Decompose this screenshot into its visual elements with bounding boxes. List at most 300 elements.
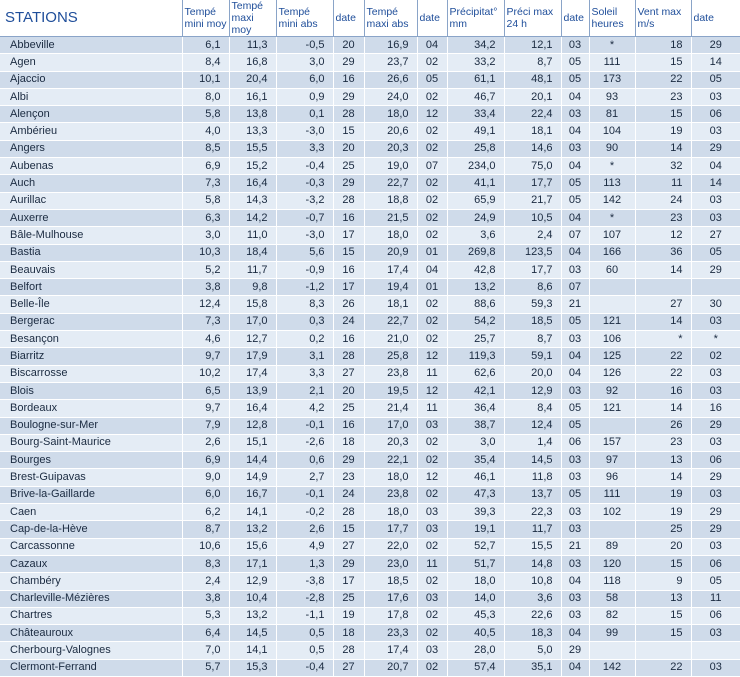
temp-max-abs-cell: 19,5 (364, 382, 417, 399)
temp-max-avg-cell: 16,4 (229, 175, 276, 192)
date-precip-cell: 05 (561, 417, 589, 434)
date-max-cell: 02 (417, 54, 447, 71)
precipitation-cell: 62,6 (447, 365, 504, 382)
temp-min-abs-cell: 0,2 (276, 331, 333, 348)
precipitation-cell: 18,0 (447, 573, 504, 590)
station-name-cell: Auch (0, 175, 182, 192)
sunshine-hours-cell: 106 (589, 331, 635, 348)
precip-max-24h-cell: 8,7 (504, 331, 561, 348)
date-wind-cell (691, 279, 740, 296)
temp-min-abs-cell: -3,8 (276, 573, 333, 590)
date-min-cell: 28 (333, 642, 364, 659)
temp-min-abs-cell: 0,5 (276, 625, 333, 642)
sunshine-hours-cell: 93 (589, 88, 635, 105)
station-name-cell: Biscarrosse (0, 365, 182, 382)
sunshine-hours-cell: 90 (589, 140, 635, 157)
station-name-cell: Cherbourg-Valognes (0, 642, 182, 659)
station-name-cell: Bourges (0, 452, 182, 469)
temp-max-avg-cell: 20,4 (229, 71, 276, 88)
date-wind-cell: 05 (691, 244, 740, 261)
temp-min-abs-cell: 4,2 (276, 400, 333, 417)
station-name-cell: Belle-Île (0, 296, 182, 313)
date-max-cell: 11 (417, 365, 447, 382)
wind-max-cell: 20 (635, 538, 691, 555)
temp-max-avg-cell: 13,9 (229, 382, 276, 399)
sunshine-hours-cell: 58 (589, 590, 635, 607)
temp-max-abs-cell: 17,7 (364, 521, 417, 538)
temp-min-avg-cell: 6,2 (182, 504, 229, 521)
sunshine-hours-cell: 102 (589, 504, 635, 521)
date-wind-cell: 03 (691, 486, 740, 503)
date-max-cell: 12 (417, 469, 447, 486)
precipitation-cell: 54,2 (447, 313, 504, 330)
table-row (0, 538, 740, 555)
temp-min-abs-cell: -0,9 (276, 261, 333, 278)
temp-min-avg-cell: 7,3 (182, 175, 229, 192)
date-precip-cell: 04 (561, 244, 589, 261)
wind-max-cell: 9 (635, 573, 691, 590)
temp-max-abs-cell: 22,1 (364, 452, 417, 469)
table-row (0, 417, 740, 434)
precip-max-24h-cell: 17,7 (504, 261, 561, 278)
date-wind-cell (691, 642, 740, 659)
table-row (0, 504, 740, 521)
table-row (0, 434, 740, 451)
sunshine-hours-cell: 173 (589, 71, 635, 88)
table-row (0, 331, 740, 348)
wind-max-cell: 22 (635, 659, 691, 676)
sunshine-hours-cell: 89 (589, 538, 635, 555)
temp-min-abs-cell: 6,0 (276, 71, 333, 88)
table-body (0, 37, 740, 677)
temp-min-abs-cell: 0,9 (276, 88, 333, 105)
date-max-cell: 11 (417, 400, 447, 417)
station-name-cell: Alençon (0, 106, 182, 123)
sunshine-hours-cell: 107 (589, 227, 635, 244)
temp-min-avg-cell: 3,0 (182, 227, 229, 244)
date-precip-cell: 03 (561, 106, 589, 123)
wind-max-cell: 23 (635, 434, 691, 451)
station-name-cell: Aurillac (0, 192, 182, 209)
precipitation-cell: 28,0 (447, 642, 504, 659)
wind-max-cell (635, 642, 691, 659)
precipitation-cell: 25,7 (447, 331, 504, 348)
station-name-cell: Clermont-Ferrand (0, 659, 182, 676)
date-precip-cell: 03 (561, 521, 589, 538)
station-name-cell: Besançon (0, 331, 182, 348)
date-wind-cell: 03 (691, 538, 740, 555)
table-row (0, 590, 740, 607)
date-wind-cell: 11 (691, 590, 740, 607)
wind-max-cell: 24 (635, 192, 691, 209)
date-max-cell: 11 (417, 555, 447, 572)
station-name-cell: Châteauroux (0, 625, 182, 642)
temp-max-abs-cell: 17,4 (364, 642, 417, 659)
precipitation-cell: 14,0 (447, 590, 504, 607)
temp-max-avg-cell: 14,2 (229, 209, 276, 226)
date-min-cell: 28 (333, 504, 364, 521)
table-row (0, 313, 740, 330)
precipitation-cell: 88,6 (447, 296, 504, 313)
date-precip-cell: 04 (561, 573, 589, 590)
temp-max-avg-cell: 14,4 (229, 452, 276, 469)
sunshine-hours-cell (589, 279, 635, 296)
precipitation-cell: 42,1 (447, 382, 504, 399)
temp-min-abs-cell: -3,0 (276, 123, 333, 140)
header-temp-min-avg: Tempé mini moy (182, 0, 229, 37)
date-max-cell: 02 (417, 607, 447, 624)
temp-max-abs-cell: 20,6 (364, 123, 417, 140)
date-max-cell: 02 (417, 140, 447, 157)
precipitation-cell: 45,3 (447, 607, 504, 624)
temp-max-avg-cell: 17,0 (229, 313, 276, 330)
table-row (0, 158, 740, 175)
temp-max-avg-cell: 14,1 (229, 504, 276, 521)
temp-max-avg-cell: 14,9 (229, 469, 276, 486)
date-min-cell: 17 (333, 573, 364, 590)
date-min-cell: 20 (333, 37, 364, 54)
date-precip-cell: 06 (561, 434, 589, 451)
temp-max-abs-cell: 20,7 (364, 659, 417, 676)
date-precip-cell: 03 (561, 590, 589, 607)
date-precip-cell: 07 (561, 279, 589, 296)
temp-min-avg-cell: 5,7 (182, 659, 229, 676)
date-precip-cell: 04 (561, 123, 589, 140)
precipitation-cell: 25,8 (447, 140, 504, 157)
temp-min-abs-cell: 8,3 (276, 296, 333, 313)
wind-max-cell: 14 (635, 313, 691, 330)
header-stations: STATIONS (0, 0, 182, 37)
date-wind-cell: 29 (691, 37, 740, 54)
temp-min-avg-cell: 6,9 (182, 452, 229, 469)
header-wind-max: Vent max m/s (635, 0, 691, 37)
station-name-cell: Brest-Guipavas (0, 469, 182, 486)
wind-max-cell: 12 (635, 227, 691, 244)
station-name-cell: Bourg-Saint-Maurice (0, 434, 182, 451)
temp-max-avg-cell: 14,3 (229, 192, 276, 209)
station-name-cell: Bastia (0, 244, 182, 261)
station-name-cell: Bâle-Mulhouse (0, 227, 182, 244)
sunshine-hours-cell (589, 417, 635, 434)
temp-min-avg-cell: 8,7 (182, 521, 229, 538)
table-row (0, 261, 740, 278)
date-min-cell: 16 (333, 209, 364, 226)
date-wind-cell: 03 (691, 192, 740, 209)
date-precip-cell: 03 (561, 555, 589, 572)
table-row (0, 625, 740, 642)
temp-max-avg-cell: 13,2 (229, 521, 276, 538)
date-min-cell: 27 (333, 659, 364, 676)
table-row (0, 382, 740, 399)
date-max-cell: 05 (417, 71, 447, 88)
wind-max-cell: 23 (635, 88, 691, 105)
temp-max-avg-cell: 15,5 (229, 140, 276, 157)
date-wind-cell: 03 (691, 434, 740, 451)
precip-max-24h-cell: 1,4 (504, 434, 561, 451)
temp-min-avg-cell: 10,3 (182, 244, 229, 261)
date-min-cell: 15 (333, 123, 364, 140)
temp-min-abs-cell: -1,1 (276, 607, 333, 624)
station-name-cell: Ambérieu (0, 123, 182, 140)
temp-max-abs-cell: 23,8 (364, 365, 417, 382)
temp-max-avg-cell: 15,2 (229, 158, 276, 175)
date-max-cell: 02 (417, 538, 447, 555)
sunshine-hours-cell: 157 (589, 434, 635, 451)
precip-max-24h-cell: 12,9 (504, 382, 561, 399)
temp-min-avg-cell: 12,4 (182, 296, 229, 313)
wind-max-cell: 13 (635, 590, 691, 607)
station-name-cell: Belfort (0, 279, 182, 296)
date-min-cell: 28 (333, 348, 364, 365)
station-name-cell: Biarritz (0, 348, 182, 365)
table-row (0, 469, 740, 486)
precipitation-cell: 46,7 (447, 88, 504, 105)
wind-max-cell: 15 (635, 54, 691, 71)
precipitation-cell: 52,7 (447, 538, 504, 555)
date-wind-cell: 05 (691, 573, 740, 590)
wind-max-cell: 36 (635, 244, 691, 261)
precipitation-cell: 234,0 (447, 158, 504, 175)
temp-max-avg-cell: 15,6 (229, 538, 276, 555)
temp-min-avg-cell: 6,4 (182, 625, 229, 642)
sunshine-hours-cell (589, 521, 635, 538)
date-max-cell: 02 (417, 434, 447, 451)
table-row (0, 555, 740, 572)
temp-min-abs-cell: 0,1 (276, 106, 333, 123)
temp-max-abs-cell: 23,3 (364, 625, 417, 642)
date-precip-cell: 03 (561, 331, 589, 348)
precip-max-24h-cell: 59,3 (504, 296, 561, 313)
station-name-cell: Carcassonne (0, 538, 182, 555)
date-max-cell: 01 (417, 244, 447, 261)
date-precip-cell: 05 (561, 54, 589, 71)
temp-max-abs-cell: 22,7 (364, 313, 417, 330)
sunshine-hours-cell: 82 (589, 607, 635, 624)
precipitation-cell: 33,2 (447, 54, 504, 71)
temp-max-abs-cell: 23,8 (364, 486, 417, 503)
temp-min-avg-cell: 7,3 (182, 313, 229, 330)
date-precip-cell: 05 (561, 175, 589, 192)
table-row (0, 279, 740, 296)
temp-max-abs-cell: 16,9 (364, 37, 417, 54)
date-precip-cell: 29 (561, 642, 589, 659)
precip-max-24h-cell: 123,5 (504, 244, 561, 261)
date-wind-cell: 16 (691, 400, 740, 417)
wind-max-cell: 15 (635, 555, 691, 572)
date-wind-cell: 05 (691, 71, 740, 88)
date-min-cell: 17 (333, 227, 364, 244)
date-precip-cell: 05 (561, 400, 589, 417)
sunshine-hours-cell: 166 (589, 244, 635, 261)
table-row (0, 71, 740, 88)
sunshine-hours-cell: 60 (589, 261, 635, 278)
date-wind-cell: 03 (691, 382, 740, 399)
sunshine-hours-cell: 121 (589, 313, 635, 330)
wind-max-cell: 15 (635, 607, 691, 624)
temp-max-abs-cell: 26,6 (364, 71, 417, 88)
date-min-cell: 20 (333, 382, 364, 399)
sunshine-hours-cell: 111 (589, 486, 635, 503)
station-name-cell: Chartres (0, 607, 182, 624)
precip-max-24h-cell: 11,7 (504, 521, 561, 538)
temp-max-abs-cell: 21,4 (364, 400, 417, 417)
date-precip-cell: 03 (561, 469, 589, 486)
date-wind-cell: 03 (691, 659, 740, 676)
date-min-cell: 29 (333, 175, 364, 192)
temp-max-abs-cell: 24,0 (364, 88, 417, 105)
temp-min-abs-cell: 3,3 (276, 365, 333, 382)
precip-max-24h-cell: 15,5 (504, 538, 561, 555)
table-row (0, 521, 740, 538)
precip-max-24h-cell: 22,4 (504, 106, 561, 123)
temp-min-abs-cell: -0,4 (276, 158, 333, 175)
temp-min-abs-cell: 4,9 (276, 538, 333, 555)
precipitation-cell: 3,0 (447, 434, 504, 451)
date-precip-cell: 03 (561, 452, 589, 469)
precip-max-24h-cell: 18,5 (504, 313, 561, 330)
table-header-row (0, 0, 740, 37)
date-wind-cell: 29 (691, 504, 740, 521)
sunshine-hours-cell: 96 (589, 469, 635, 486)
precip-max-24h-cell: 48,1 (504, 71, 561, 88)
date-max-cell: 03 (417, 521, 447, 538)
table-row (0, 244, 740, 261)
sunshine-hours-cell: 142 (589, 659, 635, 676)
table-row (0, 452, 740, 469)
date-precip-cell: 04 (561, 365, 589, 382)
temp-min-avg-cell: 8,0 (182, 88, 229, 105)
wind-max-cell: 15 (635, 106, 691, 123)
temp-min-avg-cell: 6,9 (182, 158, 229, 175)
temp-min-avg-cell: 9,7 (182, 400, 229, 417)
date-precip-cell: 03 (561, 261, 589, 278)
temp-min-abs-cell: 0,5 (276, 642, 333, 659)
precip-max-24h-cell: 8,7 (504, 54, 561, 71)
date-max-cell: 12 (417, 382, 447, 399)
temp-max-abs-cell: 23,7 (364, 54, 417, 71)
date-max-cell: 02 (417, 296, 447, 313)
date-wind-cell: 03 (691, 123, 740, 140)
table-row (0, 296, 740, 313)
wind-max-cell: 23 (635, 209, 691, 226)
sunshine-hours-cell: 118 (589, 573, 635, 590)
wind-max-cell (635, 279, 691, 296)
date-wind-cell: * (691, 331, 740, 348)
sunshine-hours-cell: 99 (589, 625, 635, 642)
table-row (0, 192, 740, 209)
precip-max-24h-cell: 10,5 (504, 209, 561, 226)
date-wind-cell: 29 (691, 417, 740, 434)
table-row (0, 348, 740, 365)
temp-min-abs-cell: -0,5 (276, 37, 333, 54)
date-wind-cell: 03 (691, 88, 740, 105)
precip-max-24h-cell: 20,1 (504, 88, 561, 105)
temp-min-abs-cell: 3,1 (276, 348, 333, 365)
sunshine-hours-cell: 81 (589, 106, 635, 123)
temp-min-avg-cell: 5,3 (182, 607, 229, 624)
header-precipitation: Précipitat° mm (447, 0, 504, 37)
date-min-cell: 25 (333, 158, 364, 175)
sunshine-hours-cell: 92 (589, 382, 635, 399)
date-min-cell: 18 (333, 625, 364, 642)
wind-max-cell: 14 (635, 469, 691, 486)
date-max-cell: 04 (417, 37, 447, 54)
precip-max-24h-cell: 8,4 (504, 400, 561, 417)
date-min-cell: 20 (333, 140, 364, 157)
station-name-cell: Albi (0, 88, 182, 105)
date-precip-cell: 04 (561, 625, 589, 642)
header-date-wind: date (691, 0, 740, 37)
temp-min-abs-cell: 2,7 (276, 469, 333, 486)
date-precip-cell: 21 (561, 296, 589, 313)
date-min-cell: 27 (333, 365, 364, 382)
header-temp-min-abs: Tempé mini abs (276, 0, 333, 37)
precip-max-24h-cell: 13,7 (504, 486, 561, 503)
precipitation-cell: 42,8 (447, 261, 504, 278)
temp-max-abs-cell: 18,1 (364, 296, 417, 313)
temp-max-abs-cell: 19,4 (364, 279, 417, 296)
temp-min-avg-cell: 9,0 (182, 469, 229, 486)
temp-max-abs-cell: 18,0 (364, 469, 417, 486)
date-min-cell: 25 (333, 590, 364, 607)
temp-max-abs-cell: 22,0 (364, 538, 417, 555)
date-max-cell: 02 (417, 573, 447, 590)
temp-min-abs-cell: -2,6 (276, 434, 333, 451)
sunshine-hours-cell: * (589, 158, 635, 175)
date-max-cell: 02 (417, 123, 447, 140)
temp-max-avg-cell: 11,0 (229, 227, 276, 244)
temp-max-avg-cell: 16,7 (229, 486, 276, 503)
precipitation-cell: 57,4 (447, 659, 504, 676)
date-wind-cell: 29 (691, 140, 740, 157)
temp-min-avg-cell: 10,2 (182, 365, 229, 382)
temp-max-avg-cell: 12,9 (229, 573, 276, 590)
date-min-cell: 19 (333, 607, 364, 624)
date-min-cell: 16 (333, 71, 364, 88)
date-wind-cell: 27 (691, 227, 740, 244)
date-precip-cell: 05 (561, 71, 589, 88)
temp-min-abs-cell: 3,3 (276, 140, 333, 157)
temp-max-abs-cell: 21,5 (364, 209, 417, 226)
sunshine-hours-cell: * (589, 209, 635, 226)
date-wind-cell: 04 (691, 158, 740, 175)
date-max-cell: 02 (417, 659, 447, 676)
temp-max-abs-cell: 18,5 (364, 573, 417, 590)
temp-min-avg-cell: 7,9 (182, 417, 229, 434)
temp-min-avg-cell: 5,8 (182, 106, 229, 123)
precip-max-24h-cell: 59,1 (504, 348, 561, 365)
date-min-cell: 29 (333, 54, 364, 71)
wind-max-cell: 22 (635, 348, 691, 365)
date-wind-cell: 29 (691, 469, 740, 486)
date-wind-cell: 02 (691, 348, 740, 365)
precipitation-cell: 46,1 (447, 469, 504, 486)
temp-min-avg-cell: 10,6 (182, 538, 229, 555)
precip-max-24h-cell: 18,1 (504, 123, 561, 140)
precipitation-cell: 41,1 (447, 175, 504, 192)
precip-max-24h-cell: 14,8 (504, 555, 561, 572)
station-name-cell: Cap-de-la-Hève (0, 521, 182, 538)
date-precip-cell: 04 (561, 348, 589, 365)
temp-max-avg-cell: 13,8 (229, 106, 276, 123)
date-max-cell: 02 (417, 175, 447, 192)
temp-max-avg-cell: 11,7 (229, 261, 276, 278)
wind-max-cell: 13 (635, 452, 691, 469)
temp-max-abs-cell: 23,0 (364, 555, 417, 572)
date-wind-cell: 03 (691, 365, 740, 382)
precipitation-cell: 51,7 (447, 555, 504, 572)
date-max-cell: 02 (417, 486, 447, 503)
